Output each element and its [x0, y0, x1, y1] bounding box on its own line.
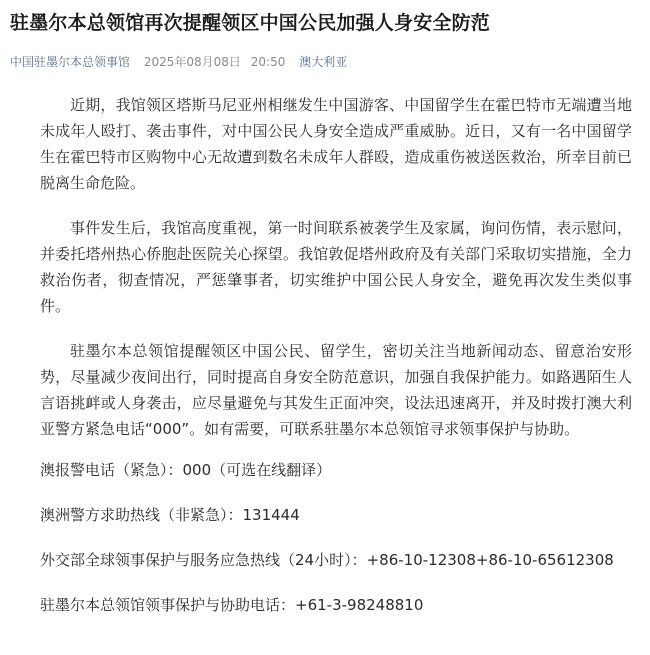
contact-line-consulate: 驻墨尔本总领馆领事保护与协助电话：+61-3-98248810	[40, 596, 424, 614]
publish-time: 20:50	[250, 55, 286, 69]
contact-line-police-emergency: 澳报警电话（紧急）：000（可选在线翻译）	[40, 461, 332, 479]
body-paragraph: 驻墨尔本总领馆提醒领区中国公民、留学生，密切关注当地新闻动态、留意治安形势，尽量减少夜间出行，同时提高自身安全防范意识，加强自我保护能力。如路遇陌生人言语挑衅或人身袭击，应尽量避免与其发生正面冲突，设法迅速离开，并及时拨打澳大利亚警方紧急电话“000”。如有需要，可联系驻墨尔本总领馆寻求领事保护与协助。	[40, 342, 632, 438]
body-paragraph: 事件发生后，我馆高度重视，第一时间联系被袭学生及家属，询问伤情，表示慰问，并委托塔州热心侨胞赴医院关心探望。我馆敦促塔州政府及有关部门采取切实措施，全力救治伤者，彻查情况，严惩肇事者，切实维护中国公民人身安全，避免再次发生类似事件。	[40, 219, 632, 315]
contact-line-mfa-hotline: 外交部全球领事保护与服务应急热线（24小时）：+86-10-12308+86-10-65612308	[40, 551, 614, 569]
publish-date: 2025年08月08日	[143, 55, 241, 69]
body-paragraph: 近期，我馆领区塔斯马尼亚州相继发生中国游客、中国留学生在霍巴特市无端遭当地未成年人殴打、袭击事件，对中国公民人身安全造成严重威胁。近日，又有一名中国留学生在霍巴特市区购物中心无故遭到数名未成年人群殴，造成重伤被送医救治，所幸目前已脱离生命危险。	[40, 96, 632, 192]
account-name-link[interactable]: 中国驻墨尔本总领事馆	[10, 55, 131, 69]
publish-location: 澳大利亚	[299, 55, 348, 69]
contact-line-police-nonemergency: 澳洲警方求助热线（非紧急）：131444	[40, 506, 300, 524]
article-meta	[10, 54, 636, 70]
article-title: 驻墨尔本总领馆再次提醒领区中国公民加强人身安全防范	[10, 12, 491, 34]
article-body	[10, 92, 636, 618]
